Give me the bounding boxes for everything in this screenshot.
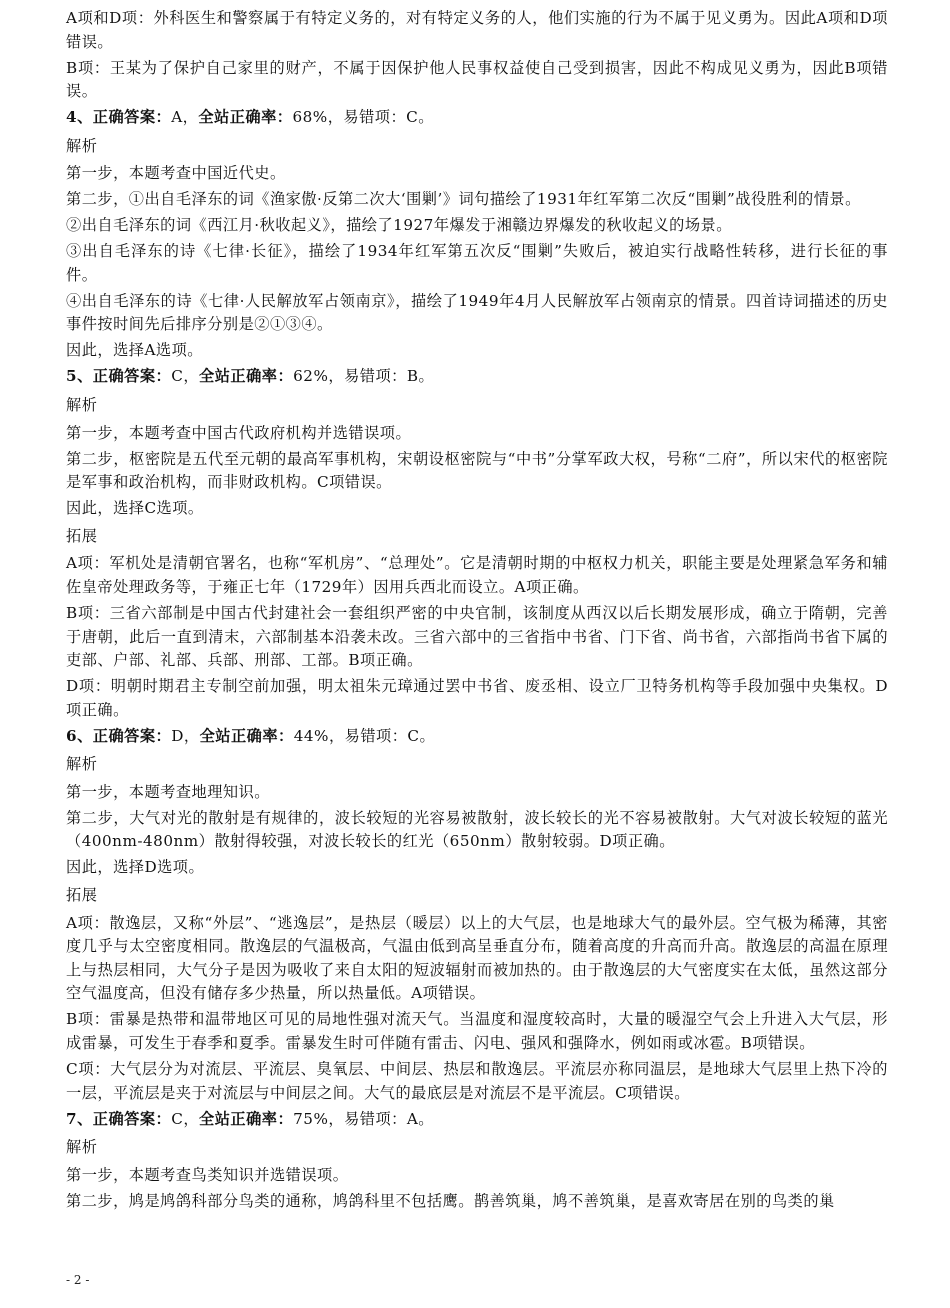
paragraph: 因此，选择A选项。 — [66, 341, 203, 360]
section-label: 解析 — [66, 136, 98, 155]
answer-value: A， — [171, 108, 199, 127]
paragraph: B项：雷暴是热带和温带地区可见的局地性强对流天气。当温度和湿度较高时，大量的暖湿空气会上升进入大气层，形成雷暴，可发生于春季和夏季。雷暴发生时可伴随有雷击、闪电、强风和强降水，例如雨或冰雹。B项错误。 — [66, 1010, 888, 1052]
paragraph: A项：散逸层，又称“外层”、“逃逸层”，是热层（暖层）以上的大气层，也是地球大气的最外层。空气极为稀薄，其密度几乎与太空密度相同。散逸层的气温极高，气温由低到高呈垂直分布，随着高度的升高而升高。散逸层的高温在原理上与热层相同，大气分子是因为吸收了来自太阳的短波辐射而被加热的。由于散逸层的大气密度实在太低，虽然这部分空气温度高，但没有储存多少热量，所以热量低。A项错误。 — [66, 913, 888, 1003]
document-body — [66, 7, 888, 1216]
section-label: 拓展 — [66, 886, 98, 905]
paragraph: 因此，选择C选项。 — [66, 499, 204, 518]
paragraph: A项和D项：外科医生和警察属于有特定义务的，对有特定义务的人，他们实施的行为不属于见义勇为。因此A项和D项错误。 — [66, 9, 888, 51]
accuracy-value: 44%，易错项：C。 — [293, 726, 436, 745]
answer-value: D， — [171, 726, 200, 745]
paragraph: B项：三省六部制是中国古代封建社会一套组织严密的中央官制，该制度从西汉以后长期发展形成，确立于隋朝，完善于唐朝，此后一直到清末，六部制基本沿袭未改。三省六部中的三省指中书省、门下省、尚书省，六部指尚书省下属的吏部、户部、礼部、兵部、刑部、工部。B项正确。 — [66, 603, 888, 670]
answer-heading — [66, 106, 888, 130]
paragraph: D项：明朝时期君主专制空前加强，明太祖朱元璋通过罢中书省、废丞相、设立厂卫特务机构等手段加强中央集权。D项正确。 — [66, 677, 888, 719]
accuracy-value: 75%，易错项：A。 — [293, 1109, 434, 1128]
section-label: 解析 — [66, 755, 98, 774]
section-label: 解析 — [66, 396, 98, 415]
paragraph: A项：军机处是清朝官署名，也称“军机房”、“总理处”。它是清朝时期的中枢权力机关，职能主要是处理紧急军务和辅佐皇帝处理政务等，于雍正七年（1729年）因用兵西北而设立。A项正确。 — [66, 554, 888, 596]
section-label: 拓展 — [66, 526, 98, 545]
paragraph: 第二步，鸠是鸠鸽科部分鸟类的通称，鸠鸽科里不包括鹰。鹊善筑巢，鸠不善筑巢，是喜欢寄居在别的鸟类的巢 — [66, 1191, 835, 1210]
paragraph: 第二步，①出自毛泽东的词《渔家傲·反第二次大‘围剿’》词句描绘了1931年红军第二次反“围剿”战役胜利的情景。 — [66, 190, 861, 209]
accuracy-label: 全站正确率： — [198, 108, 293, 127]
section-label: 解析 — [66, 1138, 98, 1157]
paragraph: ③出自毛泽东的诗《七律·长征》，描绘了1934年红军第五次反“围剿”失败后，被迫实行战略性转移，进行长征的事件。 — [66, 242, 888, 284]
answer-heading — [66, 725, 888, 749]
answer-label: 5、正确答案： — [66, 367, 172, 386]
answer-value: C， — [171, 367, 200, 386]
paragraph: 第一步，本题考查地理知识。 — [66, 782, 270, 801]
paragraph: 第二步，大气对光的散射是有规律的，波长较短的光容易被散射，波长较长的光不容易被散射。大气对波长较短的蓝光（400nm-480nm）散射得较强，对波长较长的红光（650nm）散射较弱。D项正确。 — [66, 808, 888, 851]
accuracy-label: 全站正确率： — [199, 367, 294, 386]
paragraph: 因此，选择D选项。 — [66, 858, 205, 877]
answer-value: C， — [171, 1109, 200, 1128]
accuracy-value: 62%，易错项：B。 — [293, 367, 435, 386]
answer-label: 6、正确答案： — [66, 726, 172, 745]
paragraph: C项：大气层分为对流层、平流层、臭氧层、中间层、热层和散逸层。平流层亦称同温层，是地球大气层里上热下冷的一层，平流层是夹于对流层与中间层之间。大气的最底层是对流层不是平流层。C项错误。 — [66, 1059, 888, 1102]
answer-heading — [66, 1108, 888, 1132]
paragraph: 第一步，本题考查中国近代史。 — [66, 164, 286, 183]
paragraph: 第一步，本题考查中国古代政府机构并选错误项。 — [66, 423, 412, 442]
accuracy-label: 全站正确率： — [199, 1109, 294, 1128]
answer-heading — [66, 365, 888, 389]
page-number: - 2 - — [66, 1273, 90, 1287]
paragraph: 第二步，枢密院是五代至元朝的最高军事机构，宋朝设枢密院与“中书”分掌军政大权，号称“二府”，所以宋代的枢密院是军事和政治机构，而非财政机构。C项错误。 — [66, 449, 888, 492]
accuracy-value: 68%，易错项：C。 — [292, 108, 434, 127]
paragraph: B项：王某为了保护自己家里的财产，不属于因保护他人民事权益使自己受到损害，因此不构成见义勇为，因此B项错误。 — [66, 58, 888, 101]
paragraph: 第一步，本题考查鸟类知识并选错误项。 — [66, 1165, 349, 1184]
accuracy-label: 全站正确率： — [199, 726, 294, 745]
answer-label: 7、正确答案： — [66, 1109, 172, 1128]
answer-label: 4、正确答案： — [66, 108, 172, 127]
paragraph: ②出自毛泽东的词《西江月·秋收起义》，描绘了1927年爆发于湘赣边界爆发的秋收起义的场景。 — [66, 216, 732, 235]
paragraph: ④出自毛泽东的诗《七律·人民解放军占领南京》，描绘了1949年4月人民解放军占领南京的情景。四首诗词描述的历史事件按时间先后排序分别是②①③④。 — [66, 291, 888, 334]
